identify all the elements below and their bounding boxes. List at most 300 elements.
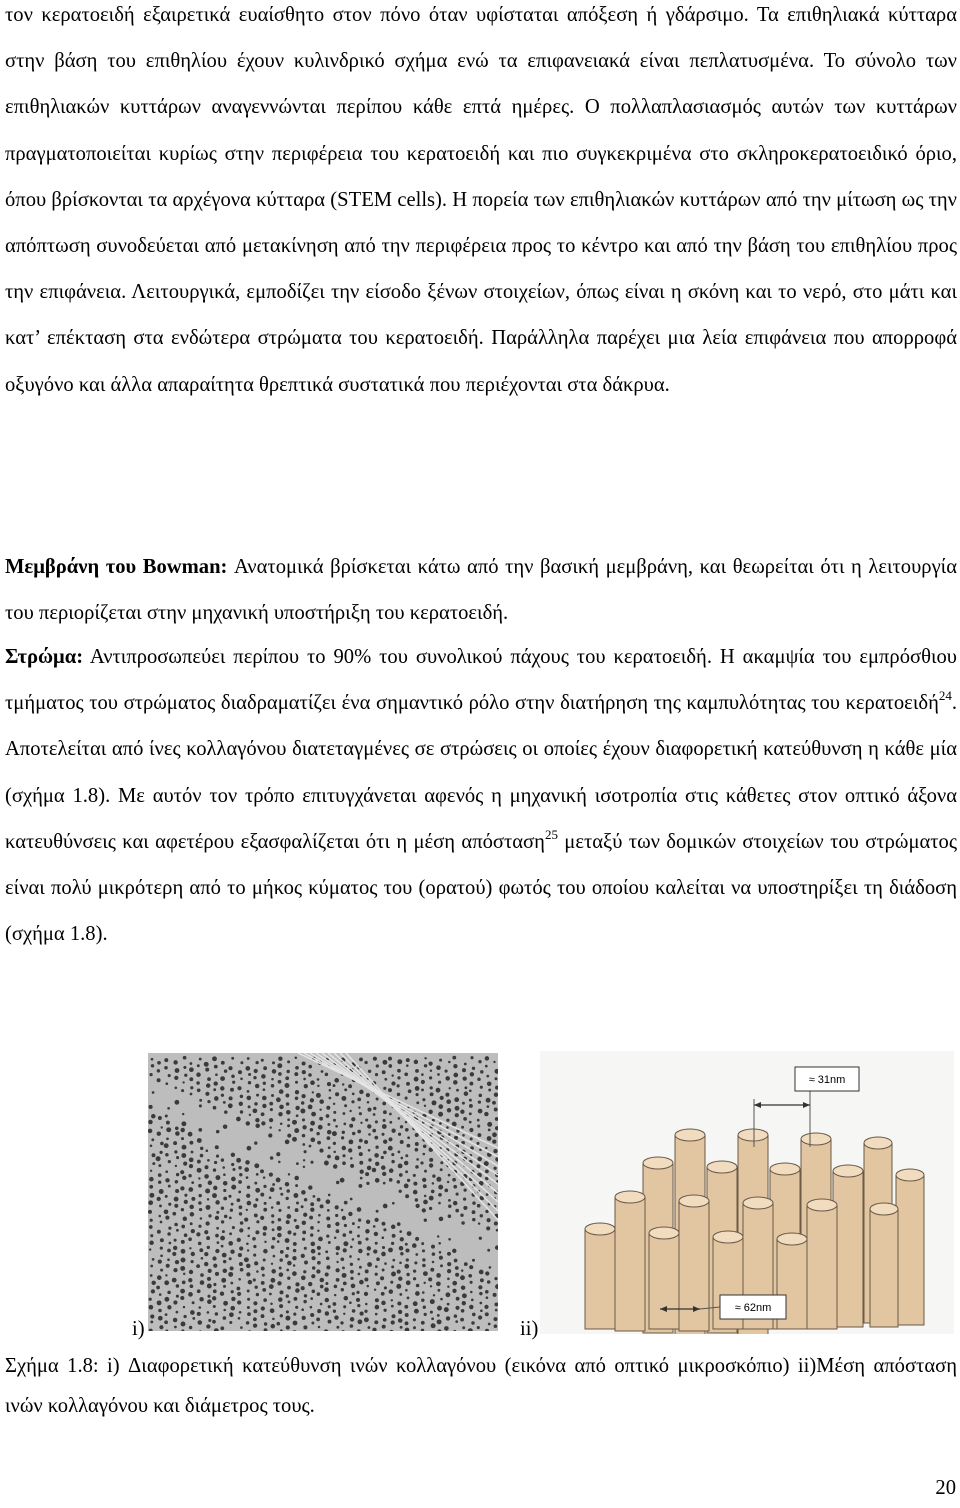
micrograph-dot <box>296 1202 299 1205</box>
fibril-cylinder-body <box>615 1197 645 1331</box>
micrograph-dot <box>383 1087 386 1090</box>
micrograph-dot <box>286 1197 289 1200</box>
micrograph-dot <box>336 1261 338 1263</box>
micrograph-dot <box>382 1060 387 1065</box>
micrograph-dot <box>286 1110 291 1115</box>
micrograph-dot <box>335 1125 338 1128</box>
micrograph-dot <box>247 1290 250 1293</box>
micrograph-dot <box>231 1075 235 1079</box>
micrograph-dot <box>157 1275 162 1280</box>
micrograph-dot <box>391 1081 395 1085</box>
micrograph-dot <box>244 1167 249 1172</box>
micrograph-dot <box>175 1087 178 1090</box>
micrograph-dot <box>239 1311 242 1314</box>
micrograph-dot <box>388 1146 393 1151</box>
micrograph-dot <box>253 1309 257 1313</box>
micrograph-dot <box>343 1282 347 1286</box>
micrograph-dot <box>461 1285 466 1290</box>
micrograph-dot <box>478 1315 482 1319</box>
micrograph-dot <box>383 1204 388 1209</box>
micrograph-dot <box>255 1198 258 1201</box>
micrograph-dot <box>423 1184 427 1188</box>
micrograph-dot <box>486 1226 490 1230</box>
micrograph-dot <box>206 1083 210 1087</box>
micrograph-dot <box>292 1271 297 1276</box>
micrograph-dot <box>190 1212 195 1217</box>
micrograph-dot <box>264 1322 267 1325</box>
micrograph-dot <box>294 1176 299 1181</box>
micrograph-dot <box>271 1221 274 1224</box>
micrograph-dot <box>469 1099 472 1102</box>
micrograph-dot <box>224 1110 228 1114</box>
micrograph-dot <box>423 1271 428 1276</box>
micrograph-dot <box>469 1121 472 1124</box>
micrograph-dot <box>398 1117 401 1120</box>
fibril-cylinder-cap <box>679 1195 709 1207</box>
micrograph-dot <box>228 1241 233 1246</box>
micrograph-dot <box>405 1328 410 1331</box>
micrograph-dot <box>278 1072 282 1076</box>
micrograph-dot <box>462 1134 465 1137</box>
micrograph-dot <box>415 1133 419 1137</box>
micrograph-dot <box>359 1057 363 1061</box>
micrograph-dot <box>342 1161 346 1165</box>
micrograph-dot <box>463 1076 467 1080</box>
micrograph-dot <box>494 1277 497 1280</box>
micrograph-dot <box>413 1318 416 1321</box>
micrograph-dot <box>359 1090 363 1094</box>
micrograph-dot <box>167 1107 170 1110</box>
micrograph-dot <box>293 1297 297 1301</box>
micrograph-dot <box>477 1142 480 1145</box>
micrograph-dot <box>184 1233 188 1237</box>
micrograph-dot <box>272 1228 275 1231</box>
micrograph-dot <box>214 1161 217 1164</box>
micrograph-dot <box>488 1128 491 1131</box>
micrograph-dot <box>422 1178 426 1182</box>
micrograph-dot <box>176 1156 179 1159</box>
micrograph-dot <box>447 1285 449 1287</box>
micrograph-dot <box>168 1074 171 1077</box>
micrograph-dot <box>247 1249 249 1251</box>
micrograph-dot <box>303 1325 307 1329</box>
fibril-cylinder-body <box>870 1209 898 1327</box>
micrograph-dot <box>232 1168 235 1171</box>
micrograph-dot <box>188 1278 192 1282</box>
micrograph-dot <box>278 1080 282 1084</box>
micrograph-dot <box>350 1317 355 1322</box>
micrograph-dot <box>302 1061 306 1065</box>
fibril-cylinder-cap <box>707 1161 737 1173</box>
micrograph-dot <box>422 1258 425 1261</box>
micrograph-dot <box>406 1258 409 1261</box>
micrograph-dot <box>440 1264 443 1267</box>
micrograph-dot <box>253 1108 258 1113</box>
micrograph-dot <box>352 1132 355 1135</box>
micrograph-dot <box>286 1310 289 1313</box>
micrograph-dot <box>190 1222 193 1225</box>
micrograph-dot <box>272 1069 277 1074</box>
micrograph-dot <box>220 1292 224 1296</box>
micrograph-dot <box>492 1132 497 1137</box>
micrograph-dot <box>455 1209 459 1213</box>
micrograph-dot <box>223 1189 226 1192</box>
micrograph-dot <box>157 1069 160 1072</box>
micrograph-dot <box>452 1178 456 1182</box>
micrograph-dot <box>302 1070 306 1074</box>
micrograph-dot <box>431 1190 435 1194</box>
micrograph-dot <box>336 1181 339 1184</box>
micrograph-dot <box>228 1272 233 1277</box>
reference-25: 25 <box>544 826 558 842</box>
micrograph-dot <box>352 1093 355 1096</box>
micrograph-dot <box>329 1089 332 1092</box>
micrograph-dot <box>333 1164 337 1168</box>
micrograph-dot <box>493 1061 495 1063</box>
micrograph-dot <box>238 1190 241 1193</box>
micrograph-dot <box>248 1073 251 1076</box>
micrograph-dot <box>176 1284 180 1288</box>
micrograph-dot <box>205 1092 209 1096</box>
micrograph-dot <box>415 1198 418 1201</box>
micrograph-dot <box>408 1089 412 1093</box>
micrograph-dot <box>279 1290 283 1294</box>
micrograph-dot <box>287 1118 290 1121</box>
micrograph-dot <box>340 1257 344 1261</box>
micrograph-dot <box>461 1221 464 1224</box>
micrograph-dot <box>317 1221 320 1224</box>
micrograph-dot <box>358 1241 362 1245</box>
micrograph-dot <box>165 1195 168 1198</box>
micrograph-dot <box>487 1122 492 1127</box>
micrograph-dot <box>183 1273 185 1275</box>
micrograph-dot <box>149 1177 154 1182</box>
micrograph-dot <box>199 1248 203 1252</box>
micrograph-dot <box>382 1102 386 1106</box>
micrograph-dot <box>397 1069 401 1073</box>
micrograph-dot <box>287 1230 291 1234</box>
micrograph-dot <box>446 1119 449 1122</box>
micrograph-dot <box>317 1078 320 1081</box>
micrograph-dot <box>437 1289 440 1292</box>
micrograph-dot <box>207 1159 210 1162</box>
micrograph-dot <box>174 1204 178 1208</box>
micrograph-dot <box>480 1086 483 1089</box>
micrograph-dot <box>326 1114 330 1118</box>
micrograph-dot <box>480 1070 483 1073</box>
micrograph-dot <box>237 1238 241 1242</box>
micrograph-dot <box>398 1133 401 1136</box>
micrograph-dot <box>285 1316 290 1321</box>
micrograph-dot <box>213 1186 217 1190</box>
micrograph-dot <box>366 1093 370 1097</box>
micrograph-dot <box>198 1128 202 1132</box>
micrograph-dot <box>455 1320 458 1323</box>
micrograph-dot <box>176 1311 179 1314</box>
micrograph-dot <box>214 1081 218 1085</box>
micrograph-dot <box>469 1082 473 1086</box>
micrograph-dot <box>389 1289 394 1294</box>
micrograph-dot <box>334 1294 336 1296</box>
micrograph-dot <box>273 1255 276 1258</box>
micrograph-dot <box>360 1177 363 1180</box>
micrograph-dot <box>487 1082 492 1087</box>
micrograph-dot <box>239 1102 243 1106</box>
micrograph-dot <box>197 1064 200 1067</box>
micrograph-dot <box>229 1321 232 1324</box>
micrograph-dot <box>165 1170 168 1173</box>
micrograph-dot <box>357 1226 360 1229</box>
micrograph-dot <box>253 1278 256 1281</box>
micrograph-dot <box>341 1288 344 1291</box>
micrograph-dot <box>165 1216 169 1220</box>
micrograph-dot <box>429 1076 432 1079</box>
micrograph-dot <box>327 1155 331 1159</box>
micrograph-dot <box>350 1164 354 1168</box>
micrograph-dot <box>192 1317 195 1320</box>
micrograph-dot <box>238 1180 242 1184</box>
micrograph-dot <box>343 1241 348 1246</box>
micrograph-dot <box>172 1212 176 1216</box>
micrograph-dot <box>477 1204 481 1208</box>
micrograph-dot <box>223 1173 226 1176</box>
micrograph-dot <box>254 1213 258 1217</box>
micrograph-dot <box>318 1326 321 1329</box>
micrograph-dot <box>295 1306 298 1309</box>
micrograph-dot <box>316 1318 320 1322</box>
micrograph-dot <box>420 1161 423 1164</box>
micrograph-dot <box>166 1137 169 1140</box>
micrograph-dot <box>375 1162 379 1166</box>
micrograph-dot <box>174 1223 178 1227</box>
micrograph-dot <box>495 1284 498 1289</box>
micrograph-dot <box>396 1284 401 1289</box>
micrograph-dot <box>374 1218 378 1222</box>
micrograph-dot <box>230 1306 235 1311</box>
micrograph-dot <box>270 1108 273 1111</box>
micrograph-dot <box>159 1189 164 1194</box>
micrograph-dot <box>188 1292 193 1297</box>
micrograph-dot <box>479 1094 483 1098</box>
micrograph-dot <box>280 1250 284 1254</box>
micrograph-dot <box>220 1086 224 1090</box>
micrograph-dot <box>237 1300 241 1304</box>
fibril-cylinder-cap <box>615 1191 645 1203</box>
micrograph-dot <box>391 1129 395 1133</box>
micrograph-dot <box>189 1205 194 1210</box>
micrograph-dot <box>470 1291 473 1294</box>
micrograph-dot <box>206 1149 209 1152</box>
micrograph-dot <box>375 1146 378 1149</box>
micrograph-dot <box>295 1066 299 1070</box>
micrograph-dot <box>389 1113 392 1116</box>
micrograph-dot <box>329 1097 332 1100</box>
micrograph-dot <box>462 1301 466 1305</box>
micrograph-dot <box>188 1174 191 1177</box>
micrograph-dot <box>285 1094 289 1098</box>
micrograph-dot <box>151 1289 155 1293</box>
micrograph-dot <box>261 1314 265 1318</box>
micrograph-dot <box>320 1303 323 1306</box>
micrograph-dot <box>204 1174 209 1179</box>
micrograph-dot <box>236 1117 241 1122</box>
micrograph-dot <box>334 1285 338 1289</box>
micrograph-dot <box>173 1060 177 1064</box>
micrograph-dot <box>277 1322 281 1326</box>
micrograph-dot <box>183 1066 186 1069</box>
micrograph-dot <box>207 1311 210 1314</box>
micrograph-dot <box>164 1297 169 1302</box>
micrograph-dot <box>188 1132 193 1137</box>
micrograph-dot <box>449 1087 451 1089</box>
micrograph-dot <box>198 1242 202 1246</box>
micrograph-dot <box>189 1141 193 1145</box>
micrograph-dot <box>358 1218 361 1221</box>
micrograph-dot <box>438 1202 441 1205</box>
micrograph-dot <box>286 1247 289 1250</box>
micrograph-dot <box>381 1252 386 1257</box>
micrograph-dot <box>334 1078 339 1083</box>
micrograph-dot <box>445 1076 450 1081</box>
micrograph-dot <box>358 1249 362 1253</box>
micrograph-dot <box>269 1293 272 1296</box>
micrograph-dot <box>212 1296 216 1300</box>
micrograph-dot <box>247 1146 252 1151</box>
micrograph-dot <box>453 1064 457 1068</box>
micrograph-dot <box>180 1266 185 1271</box>
micrograph-dot <box>238 1317 241 1320</box>
micrograph-dot <box>344 1104 347 1107</box>
micrograph-dot <box>429 1163 433 1167</box>
micrograph-dot <box>423 1145 427 1149</box>
micrograph-dot <box>285 1182 289 1186</box>
micrograph-dot <box>477 1133 481 1137</box>
micrograph-dot <box>245 1160 250 1165</box>
micrograph-dot <box>150 1234 153 1237</box>
micrograph-dot <box>304 1198 307 1201</box>
micrograph-dot <box>313 1195 316 1198</box>
micrograph-dot <box>302 1143 305 1146</box>
micrograph-dot <box>472 1067 475 1070</box>
micrograph-dot <box>270 1278 275 1283</box>
micrograph-dot <box>229 1216 232 1219</box>
micrograph-dot <box>175 1189 179 1193</box>
micrograph-dot <box>342 1112 345 1115</box>
fibril-cylinder-cap <box>743 1197 773 1209</box>
micrograph-dot <box>452 1281 457 1286</box>
micrograph-dot <box>308 1282 312 1286</box>
micrograph-dot <box>310 1233 313 1236</box>
micrograph-dot <box>261 1112 265 1116</box>
micrograph-dot <box>220 1326 224 1330</box>
micrograph-dot <box>173 1300 177 1304</box>
micrograph-dot <box>415 1086 420 1091</box>
micrograph-dot <box>183 1162 187 1166</box>
micrograph-dot <box>301 1205 304 1208</box>
micrograph-dot <box>269 1102 273 1106</box>
micrograph-dot <box>424 1219 427 1222</box>
micrograph-dot <box>344 1088 347 1091</box>
micrograph-dot <box>263 1232 267 1236</box>
micrograph-dot <box>312 1266 316 1270</box>
micrograph-dot <box>428 1061 432 1065</box>
micrograph-dot <box>229 1312 234 1317</box>
micrograph-dot <box>325 1298 329 1302</box>
micrograph-dot <box>324 1287 329 1292</box>
micrograph-dot <box>422 1098 425 1101</box>
micrograph-dot <box>213 1088 216 1091</box>
micrograph-dot <box>405 1248 409 1252</box>
micrograph-dot <box>240 1326 243 1329</box>
micrograph-dot <box>157 1230 161 1234</box>
micrograph-dot <box>335 1222 339 1226</box>
micrograph-dot <box>270 1303 273 1306</box>
micrograph-dot <box>164 1320 168 1324</box>
micrograph-dot <box>413 1174 416 1177</box>
micrograph-dot <box>261 1267 265 1271</box>
micrograph-dot <box>406 1280 411 1285</box>
fibril-cylinder-cap <box>649 1227 679 1239</box>
micrograph-dot <box>316 1132 320 1136</box>
micrograph-dot <box>431 1323 436 1328</box>
micrograph-dot <box>341 1096 346 1101</box>
micrograph-dot <box>231 1297 235 1301</box>
micrograph-dot <box>447 1252 451 1256</box>
micrograph-dot <box>279 1258 282 1261</box>
micrograph-dot <box>263 1208 267 1212</box>
micrograph-dot <box>462 1326 465 1329</box>
fibril-cylinder-cap <box>777 1233 807 1245</box>
micrograph-dot <box>456 1193 459 1196</box>
micrograph-dot <box>190 1284 194 1288</box>
micrograph-dot <box>255 1124 259 1128</box>
micrograph-dot <box>230 1209 233 1212</box>
micrograph-dot <box>158 1309 162 1313</box>
micrograph-dot <box>472 1210 476 1214</box>
micrograph-dot <box>246 1194 250 1198</box>
micrograph-dot <box>455 1273 459 1277</box>
micrograph-dot <box>384 1262 387 1265</box>
micrograph-dot <box>352 1292 355 1295</box>
micrograph-dot <box>262 1288 266 1292</box>
micrograph-dot <box>350 1263 353 1266</box>
micrograph-dot <box>324 1329 329 1331</box>
micrograph-dot <box>456 1297 460 1301</box>
micrograph-dot <box>349 1110 351 1112</box>
micrograph-dot <box>349 1230 352 1233</box>
micrograph-dot <box>221 1206 224 1209</box>
micrograph-dot <box>228 1195 231 1198</box>
micrograph-dot <box>391 1225 396 1230</box>
micrograph-dot <box>261 1281 265 1285</box>
micrograph-dot <box>158 1116 162 1120</box>
micrograph-dot <box>246 1264 251 1269</box>
micrograph-dot <box>238 1253 242 1257</box>
micrograph-dot <box>415 1291 420 1296</box>
micrograph-dot <box>480 1214 483 1217</box>
micrograph-dot <box>239 1205 243 1209</box>
micrograph-dot <box>294 1128 299 1133</box>
micrograph-dot <box>439 1251 442 1254</box>
micrograph-dot <box>292 1120 297 1125</box>
micrograph-dot <box>263 1088 266 1091</box>
micrograph-dot <box>181 1322 186 1327</box>
micrograph-dot <box>312 1091 314 1093</box>
micrograph-dot <box>400 1326 403 1329</box>
micrograph-dot <box>150 1170 152 1172</box>
micrograph-dot <box>406 1058 410 1062</box>
micrograph-dot <box>388 1057 392 1061</box>
